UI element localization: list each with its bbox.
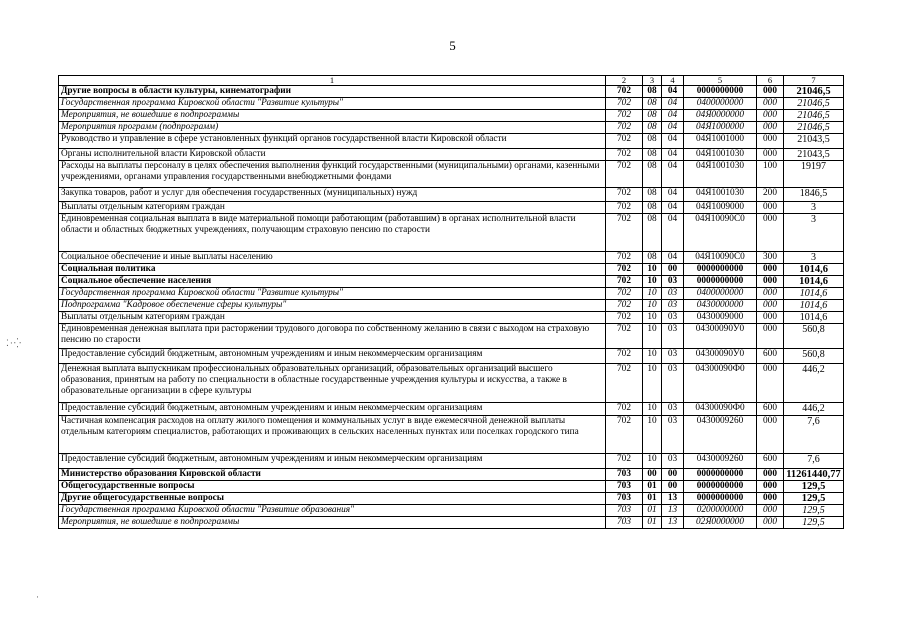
table-row bbox=[59, 188, 844, 202]
section-code-cell: 08 bbox=[643, 202, 662, 214]
ministry-code-cell: 702 bbox=[606, 149, 643, 161]
row-name-cell: Выплаты отдельным категориям граждан bbox=[59, 312, 606, 324]
table-row bbox=[59, 454, 844, 469]
scan-speck: ⁚·⁛ bbox=[6, 338, 23, 348]
amount-cell: 11261440,77 bbox=[784, 469, 844, 481]
amount-cell: 3 bbox=[784, 202, 844, 214]
amount-cell: 3 bbox=[784, 214, 844, 252]
row-name-cell: Частичная компенсация расходов на оплату жилого помещения и коммунальных услуг в виде ежемесячной денежной выплаты отдельным категориям специалистов, работающих и проживающих в сельских населенных пунктах или поселках городского типа bbox=[59, 416, 606, 454]
amount-cell: 129,5 bbox=[784, 481, 844, 493]
ministry-code-cell: 702 bbox=[606, 134, 643, 149]
target-article-cell: 04300090У0 bbox=[684, 324, 757, 349]
expense-type-cell: 000 bbox=[757, 149, 784, 161]
subsection-code-cell: 03 bbox=[662, 364, 684, 403]
ministry-code-cell: 702 bbox=[606, 364, 643, 403]
subsection-code-cell: 04 bbox=[662, 122, 684, 134]
ministry-code-cell: 703 bbox=[606, 469, 643, 481]
expense-type-cell: 000 bbox=[757, 86, 784, 98]
ministry-code-cell: 702 bbox=[606, 252, 643, 264]
row-name-cell: Руководство и управление в сфере установленных функций органов государственной власти Кировской области bbox=[59, 134, 606, 149]
section-code-cell: 00 bbox=[643, 469, 662, 481]
expense-type-cell: 000 bbox=[757, 364, 784, 403]
section-code-cell: 10 bbox=[643, 276, 662, 288]
target-article-cell: 0000000000 bbox=[684, 264, 757, 276]
ministry-code-cell: 702 bbox=[606, 264, 643, 276]
section-code-cell: 08 bbox=[643, 134, 662, 149]
target-article-cell: 0000000000 bbox=[684, 481, 757, 493]
table-row bbox=[59, 312, 844, 324]
section-code-cell: 08 bbox=[643, 149, 662, 161]
row-name-cell: Выплаты отдельным категориям граждан bbox=[59, 202, 606, 214]
section-code-cell: 10 bbox=[643, 416, 662, 454]
table-row bbox=[59, 288, 844, 300]
amount-cell: 21046,5 bbox=[784, 110, 844, 122]
target-article-cell: 04300090У0 bbox=[684, 349, 757, 364]
row-name-cell: Мероприятия, не вошедшие в подпрограммы bbox=[59, 110, 606, 122]
target-article-cell: 04Я1001030 bbox=[684, 161, 757, 188]
amount-cell: 1014,6 bbox=[784, 312, 844, 324]
ministry-code-cell: 702 bbox=[606, 122, 643, 134]
amount-cell: 7,6 bbox=[784, 416, 844, 454]
expense-type-cell: 000 bbox=[757, 493, 784, 505]
table-row bbox=[59, 481, 844, 493]
header-cell: 1 bbox=[59, 76, 606, 86]
section-code-cell: 10 bbox=[643, 349, 662, 364]
target-article-cell: 0000000000 bbox=[684, 86, 757, 98]
row-name-cell: Единовременная социальная выплата в виде материальной помощи работающим (работавшим) в органах исполнительной власти области и областных бюджетных учреждениях, получающим страховую пенсию по старости bbox=[59, 214, 606, 252]
expense-type-cell: 300 bbox=[757, 252, 784, 264]
target-article-cell: 04Я10090С0 bbox=[684, 214, 757, 252]
section-code-cell: 08 bbox=[643, 86, 662, 98]
section-code-cell: 08 bbox=[643, 98, 662, 110]
section-code-cell: 08 bbox=[643, 122, 662, 134]
ministry-code-cell: 702 bbox=[606, 312, 643, 324]
row-name-cell: Расходы на выплаты персоналу в целях обеспечения выполнения функций государственными (муниципальными) органами, казенными учреждениями, органами управления государственными внебюджетными фондами bbox=[59, 161, 606, 188]
subsection-code-cell: 03 bbox=[662, 300, 684, 312]
row-name-cell: Закупка товаров, работ и услуг для обеспечения государственных (муниципальных) нужд bbox=[59, 188, 606, 202]
expense-type-cell: 000 bbox=[757, 202, 784, 214]
header-cell: 4 bbox=[662, 76, 684, 86]
target-article-cell: 0000000000 bbox=[684, 493, 757, 505]
expense-type-cell: 000 bbox=[757, 98, 784, 110]
target-article-cell: 0000000000 bbox=[684, 469, 757, 481]
amount-cell: 129,5 bbox=[784, 505, 844, 517]
row-name-cell: Государственная программа Кировской области "Развитие образования" bbox=[59, 505, 606, 517]
subsection-code-cell: 04 bbox=[662, 161, 684, 188]
scan-speck: · bbox=[36, 592, 40, 602]
row-name-cell: Другие вопросы в области культуры, кинематографии bbox=[59, 86, 606, 98]
target-article-cell: 0430009260 bbox=[684, 454, 757, 469]
row-name-cell: Министерство образования Кировской области bbox=[59, 469, 606, 481]
target-article-cell: 0200000000 bbox=[684, 505, 757, 517]
ministry-code-cell: 703 bbox=[606, 481, 643, 493]
expense-type-cell: 000 bbox=[757, 312, 784, 324]
table-row bbox=[59, 86, 844, 98]
section-code-cell: 10 bbox=[643, 288, 662, 300]
section-code-cell: 10 bbox=[643, 312, 662, 324]
row-name-cell: Социальная политика bbox=[59, 264, 606, 276]
table-row bbox=[59, 110, 844, 122]
header-cell: 5 bbox=[684, 76, 757, 86]
row-name-cell: Предоставление субсидий бюджетным, автономным учреждениям и иным некоммерческим организациям bbox=[59, 403, 606, 416]
row-name-cell: Государственная программа Кировской области "Развитие культуры" bbox=[59, 288, 606, 300]
expense-type-cell: 600 bbox=[757, 454, 784, 469]
ministry-code-cell: 702 bbox=[606, 161, 643, 188]
header-cell: 3 bbox=[643, 76, 662, 86]
row-name-cell: Мероприятия программ (подпрограмм) bbox=[59, 122, 606, 134]
expense-type-cell: 000 bbox=[757, 416, 784, 454]
subsection-code-cell: 03 bbox=[662, 288, 684, 300]
section-code-cell: 01 bbox=[643, 517, 662, 529]
expense-type-cell: 200 bbox=[757, 188, 784, 202]
section-code-cell: 10 bbox=[643, 300, 662, 312]
header-cell: 7 bbox=[784, 76, 844, 86]
ministry-code-cell: 702 bbox=[606, 276, 643, 288]
target-article-cell: 04Я1001030 bbox=[684, 188, 757, 202]
row-name-cell: Единовременная денежная выплата при расторжении трудового договора по собственному желанию в связи с выходом на страховую пенсию по старости bbox=[59, 324, 606, 349]
section-code-cell: 10 bbox=[643, 324, 662, 349]
table-row bbox=[59, 300, 844, 312]
expense-type-cell: 000 bbox=[757, 469, 784, 481]
table-row bbox=[59, 134, 844, 149]
subsection-code-cell: 03 bbox=[662, 276, 684, 288]
subsection-code-cell: 04 bbox=[662, 134, 684, 149]
amount-cell: 7,6 bbox=[784, 454, 844, 469]
amount-cell: 446,2 bbox=[784, 403, 844, 416]
subsection-code-cell: 00 bbox=[662, 481, 684, 493]
subsection-code-cell: 04 bbox=[662, 252, 684, 264]
amount-cell: 21046,5 bbox=[784, 98, 844, 110]
ministry-code-cell: 702 bbox=[606, 349, 643, 364]
target-article-cell: 0430009260 bbox=[684, 416, 757, 454]
subsection-code-cell: 04 bbox=[662, 110, 684, 122]
table-row bbox=[59, 364, 844, 403]
subsection-code-cell: 03 bbox=[662, 349, 684, 364]
ministry-code-cell: 703 bbox=[606, 493, 643, 505]
ministry-code-cell: 702 bbox=[606, 98, 643, 110]
target-article-cell: 04Я1009000 bbox=[684, 202, 757, 214]
expense-type-cell: 000 bbox=[757, 324, 784, 349]
subsection-code-cell: 03 bbox=[662, 312, 684, 324]
amount-cell: 1014,6 bbox=[784, 288, 844, 300]
ministry-code-cell: 702 bbox=[606, 454, 643, 469]
amount-cell: 560,8 bbox=[784, 349, 844, 364]
section-code-cell: 10 bbox=[643, 454, 662, 469]
amount-cell: 129,5 bbox=[784, 517, 844, 529]
ministry-code-cell: 703 bbox=[606, 505, 643, 517]
subsection-code-cell: 13 bbox=[662, 493, 684, 505]
ministry-code-cell: 702 bbox=[606, 288, 643, 300]
target-article-cell: 0400000000 bbox=[684, 288, 757, 300]
target-article-cell: 04Я1000000 bbox=[684, 122, 757, 134]
subsection-code-cell: 13 bbox=[662, 517, 684, 529]
table-row bbox=[59, 122, 844, 134]
ministry-code-cell: 702 bbox=[606, 110, 643, 122]
table-row bbox=[59, 324, 844, 349]
row-name-cell: Подпрограмма "Кадровое обеспечение сферы культуры" bbox=[59, 300, 606, 312]
table-row bbox=[59, 98, 844, 110]
subsection-code-cell: 03 bbox=[662, 416, 684, 454]
amount-cell: 1014,6 bbox=[784, 264, 844, 276]
subsection-code-cell: 03 bbox=[662, 403, 684, 416]
ministry-code-cell: 703 bbox=[606, 517, 643, 529]
row-name-cell: Социальное обеспечение населения bbox=[59, 276, 606, 288]
table-row bbox=[59, 505, 844, 517]
section-code-cell: 01 bbox=[643, 481, 662, 493]
amount-cell: 446,2 bbox=[784, 364, 844, 403]
row-name-cell: Органы исполнительной власти Кировской области bbox=[59, 149, 606, 161]
ministry-code-cell: 702 bbox=[606, 188, 643, 202]
ministry-code-cell: 702 bbox=[606, 416, 643, 454]
section-code-cell: 08 bbox=[643, 252, 662, 264]
expense-type-cell: 000 bbox=[757, 264, 784, 276]
amount-cell: 21043,5 bbox=[784, 149, 844, 161]
row-name-cell: Государственная программа Кировской области "Развитие культуры" bbox=[59, 98, 606, 110]
header-cell: 2 bbox=[606, 76, 643, 86]
page-number: 5 bbox=[449, 38, 456, 53]
target-article-cell: 04Я10090С0 bbox=[684, 252, 757, 264]
target-article-cell: 04Я0000000 bbox=[684, 110, 757, 122]
section-code-cell: 08 bbox=[643, 110, 662, 122]
ministry-code-cell: 702 bbox=[606, 86, 643, 98]
section-code-cell: 10 bbox=[643, 364, 662, 403]
table-row bbox=[59, 276, 844, 288]
section-code-cell: 10 bbox=[643, 403, 662, 416]
expense-type-cell: 000 bbox=[757, 505, 784, 517]
expense-type-cell: 000 bbox=[757, 300, 784, 312]
table-row bbox=[59, 161, 844, 188]
subsection-code-cell: 04 bbox=[662, 98, 684, 110]
section-code-cell: 10 bbox=[643, 264, 662, 276]
expense-type-cell: 000 bbox=[757, 517, 784, 529]
table-row bbox=[59, 149, 844, 161]
expense-type-cell: 000 bbox=[757, 110, 784, 122]
target-article-cell: 04Я1001030 bbox=[684, 149, 757, 161]
table-row bbox=[59, 403, 844, 416]
subsection-code-cell: 04 bbox=[662, 149, 684, 161]
target-article-cell: 0000000000 bbox=[684, 276, 757, 288]
amount-cell: 3 bbox=[784, 252, 844, 264]
row-name-cell: Социальное обеспечение и иные выплаты населению bbox=[59, 252, 606, 264]
section-code-cell: 01 bbox=[643, 505, 662, 517]
expense-type-cell: 100 bbox=[757, 161, 784, 188]
row-name-cell: Мероприятия, не вошедшие в подпрограммы bbox=[59, 517, 606, 529]
target-article-cell: 0430000000 bbox=[684, 300, 757, 312]
ministry-code-cell: 702 bbox=[606, 324, 643, 349]
subsection-code-cell: 03 bbox=[662, 454, 684, 469]
subsection-code-cell: 04 bbox=[662, 188, 684, 202]
ministry-code-cell: 702 bbox=[606, 403, 643, 416]
row-name-cell: Предоставление субсидий бюджетным, автономным учреждениям и иным некоммерческим организациям bbox=[59, 454, 606, 469]
section-code-cell: 08 bbox=[643, 161, 662, 188]
amount-cell: 129,5 bbox=[784, 493, 844, 505]
row-name-cell: Предоставление субсидий бюджетным, автономным учреждениям и иным некоммерческим организациям bbox=[59, 349, 606, 364]
row-name-cell: Денежная выплата выпускникам профессиональных образовательных организаций, образовательных организаций высшего образования, принятым на работу по специальности в областные государственные учреждения культуры и искусства, а также в образовательные организации в сфере культуры bbox=[59, 364, 606, 403]
subsection-code-cell: 04 bbox=[662, 214, 684, 252]
subsection-code-cell: 00 bbox=[662, 469, 684, 481]
header-row bbox=[59, 76, 844, 86]
subsection-code-cell: 00 bbox=[662, 264, 684, 276]
subsection-code-cell: 04 bbox=[662, 86, 684, 98]
section-code-cell: 08 bbox=[643, 214, 662, 252]
row-name-cell: Общегосударственные вопросы bbox=[59, 481, 606, 493]
section-code-cell: 08 bbox=[643, 188, 662, 202]
table-row bbox=[59, 517, 844, 529]
amount-cell: 1014,6 bbox=[784, 276, 844, 288]
subsection-code-cell: 04 bbox=[662, 202, 684, 214]
table-row bbox=[59, 252, 844, 264]
amount-cell: 19197 bbox=[784, 161, 844, 188]
expense-type-cell: 000 bbox=[757, 276, 784, 288]
amount-cell: 21046,5 bbox=[784, 122, 844, 134]
header-cell: 6 bbox=[757, 76, 784, 86]
expense-type-cell: 000 bbox=[757, 122, 784, 134]
subsection-code-cell: 13 bbox=[662, 505, 684, 517]
subsection-code-cell: 03 bbox=[662, 324, 684, 349]
target-article-cell: 0430009000 bbox=[684, 312, 757, 324]
table-row bbox=[59, 349, 844, 364]
amount-cell: 21043,5 bbox=[784, 134, 844, 149]
row-name-cell: Другие общегосударственные вопросы bbox=[59, 493, 606, 505]
table-row bbox=[59, 264, 844, 276]
amount-cell: 560,8 bbox=[784, 324, 844, 349]
amount-cell: 21046,5 bbox=[784, 86, 844, 98]
ministry-code-cell: 702 bbox=[606, 202, 643, 214]
table-row bbox=[59, 416, 844, 454]
budget-table bbox=[58, 75, 844, 529]
table-row bbox=[59, 202, 844, 214]
expense-type-cell: 000 bbox=[757, 134, 784, 149]
ministry-code-cell: 702 bbox=[606, 214, 643, 252]
expense-type-cell: 600 bbox=[757, 349, 784, 364]
expense-type-cell: 000 bbox=[757, 481, 784, 493]
target-article-cell: 04300090Ф0 bbox=[684, 403, 757, 416]
expense-type-cell: 000 bbox=[757, 214, 784, 252]
table-row bbox=[59, 493, 844, 505]
section-code-cell: 01 bbox=[643, 493, 662, 505]
amount-cell: 1014,6 bbox=[784, 300, 844, 312]
target-article-cell: 0400000000 bbox=[684, 98, 757, 110]
expense-type-cell: 000 bbox=[757, 288, 784, 300]
amount-cell: 1846,5 bbox=[784, 188, 844, 202]
target-article-cell: 04300090Ф0 bbox=[684, 364, 757, 403]
table-row bbox=[59, 469, 844, 481]
target-article-cell: 04Я1001000 bbox=[684, 134, 757, 149]
ministry-code-cell: 702 bbox=[606, 300, 643, 312]
expense-type-cell: 600 bbox=[757, 403, 784, 416]
target-article-cell: 02Я0000000 bbox=[684, 517, 757, 529]
table-row bbox=[59, 214, 844, 252]
